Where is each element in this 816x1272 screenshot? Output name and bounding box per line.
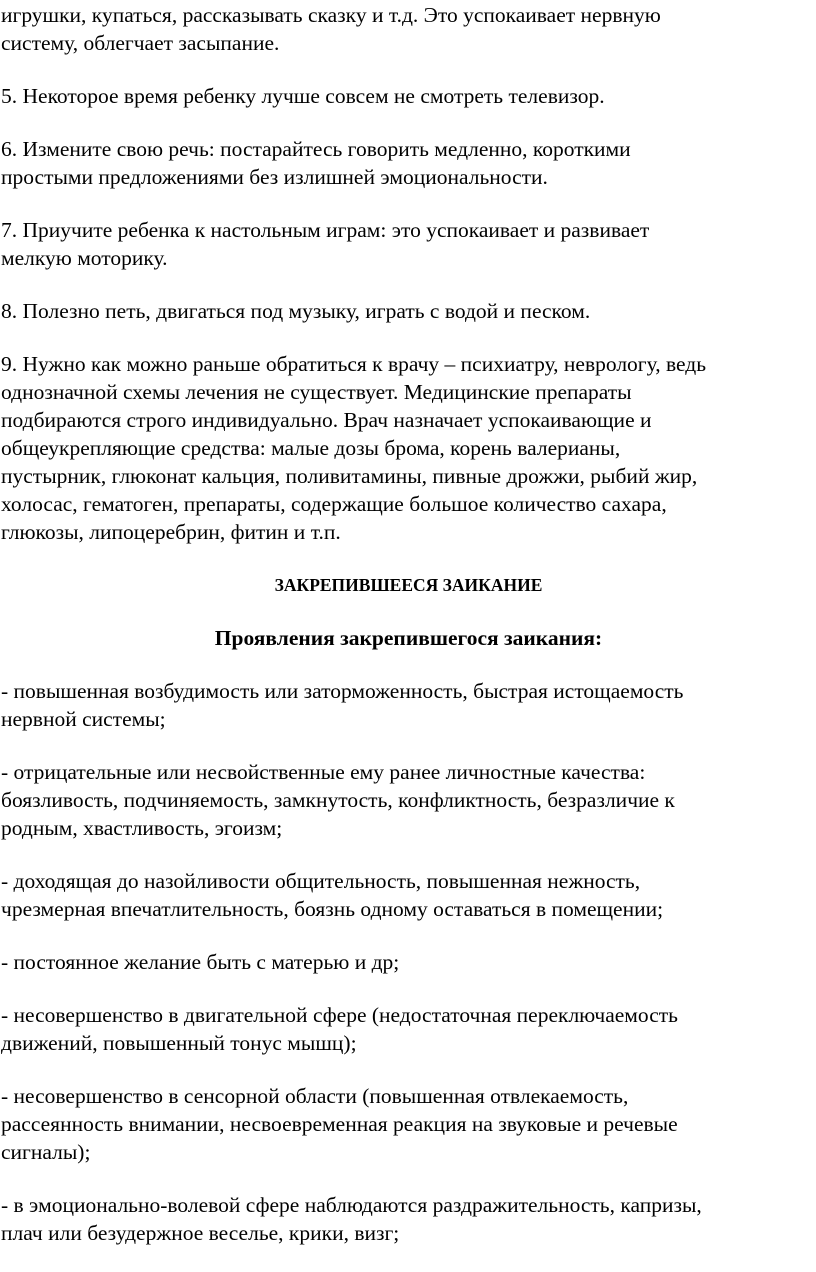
text-line: - несовершенство в двигательной сфере (недостаточная переключаемость — [1, 1003, 678, 1027]
text-line: чрезмерная впечатлительность, боязнь одному оставаться в помещении; — [1, 897, 664, 921]
text-line: общеукрепляющие средства: малые дозы брома, корень валерианы, — [1, 436, 621, 460]
text-line: 9. Нужно как можно раньше обратиться к врачу – психиатру, неврологу, ведь — [1, 352, 707, 376]
text-line: 6. Измените свою речь: постарайтесь говорить медленно, короткими — [1, 137, 631, 161]
paragraph — [1, 216, 816, 272]
text-line: - несовершенство в сенсорной области (повышенная отвлекаемость, — [1, 1084, 629, 1108]
paragraph — [1, 82, 816, 110]
text-line: простыми предложениями без излишней эмоциональности. — [1, 165, 548, 189]
paragraph — [1, 758, 816, 842]
paragraph — [1, 1082, 816, 1166]
text-line: 8. Полезно петь, двигаться под музыку, играть с водой и песком. — [1, 299, 591, 323]
paragraph — [1, 1, 816, 57]
paragraph — [1, 867, 816, 923]
text-line: мелкую моторику. — [1, 246, 168, 270]
paragraph — [1, 297, 816, 325]
paragraph — [1, 677, 816, 733]
text-line: 7. Приучите ребенка к настольным играм: это успокаивает и развивает — [1, 218, 650, 242]
text-line: подбираются строго индивидуально. Врач назначает успокаивающие и — [1, 408, 652, 432]
paragraph — [1, 1001, 816, 1057]
document-page — [1, 1, 816, 1272]
text-line: движений, повышенный тонус мышц); — [1, 1031, 357, 1055]
text-line: - в эмоционально-волевой сфере наблюдаются раздражительность, капризы, — [1, 1193, 702, 1217]
text-line: Проявления закрепившегося заикания: — [214, 626, 603, 650]
text-line: 5. Некоторое время ребенку лучше совсем не смотреть телевизор. — [1, 84, 605, 108]
text-line: - повышенная возбудимость или заторможенность, быстрая истощаемость — [1, 679, 684, 703]
text-line: однозначной схемы лечения не существует. Медицинские препараты — [1, 380, 632, 404]
text-line: глюкозы, липоцеребрин, фитин и т.п. — [1, 520, 341, 544]
paragraph — [1, 948, 816, 976]
paragraph — [1, 350, 816, 546]
text-line: - постоянное желание быть с матерью и др; — [1, 950, 400, 974]
text-line: систему, облегчает засыпание. — [1, 31, 280, 55]
text-line: рассеянность внимании, несвоевременная реакция на звуковые и речевые — [1, 1112, 678, 1136]
text-line: боязливость, подчиняемость, замкнутость, конфликтность, безразличие к — [1, 788, 675, 812]
text-line: - доходящая до назойливости общительность, повышенная нежность, — [1, 869, 641, 893]
text-line: ЗАКРЕПИВШЕЕСЯ ЗАИКАНИЕ — [274, 575, 543, 595]
text-line: - отрицательные или несвойственные ему ранее личностные качества: — [1, 760, 646, 784]
text-line: плач или безудержное веселье, крики, визг; — [1, 1221, 400, 1245]
text-line: родным, хвастливость, эгоизм; — [1, 816, 283, 840]
paragraph — [1, 1191, 816, 1247]
paragraph — [1, 135, 816, 191]
text-line: холосас, гематоген, препараты, содержащие большое количество сахара, — [1, 492, 667, 516]
text-line: игрушки, купаться, рассказывать сказку и т.д. Это успокаивает нервную — [1, 3, 661, 27]
section-heading — [1, 571, 816, 599]
text-line: сигналы); — [1, 1140, 91, 1164]
text-line: пустырник, глюконат кальция, поливитамины, пивные дрожжи, рыбий жир, — [1, 464, 698, 488]
subsection-heading — [1, 624, 816, 652]
text-line: нервной системы; — [1, 707, 166, 731]
